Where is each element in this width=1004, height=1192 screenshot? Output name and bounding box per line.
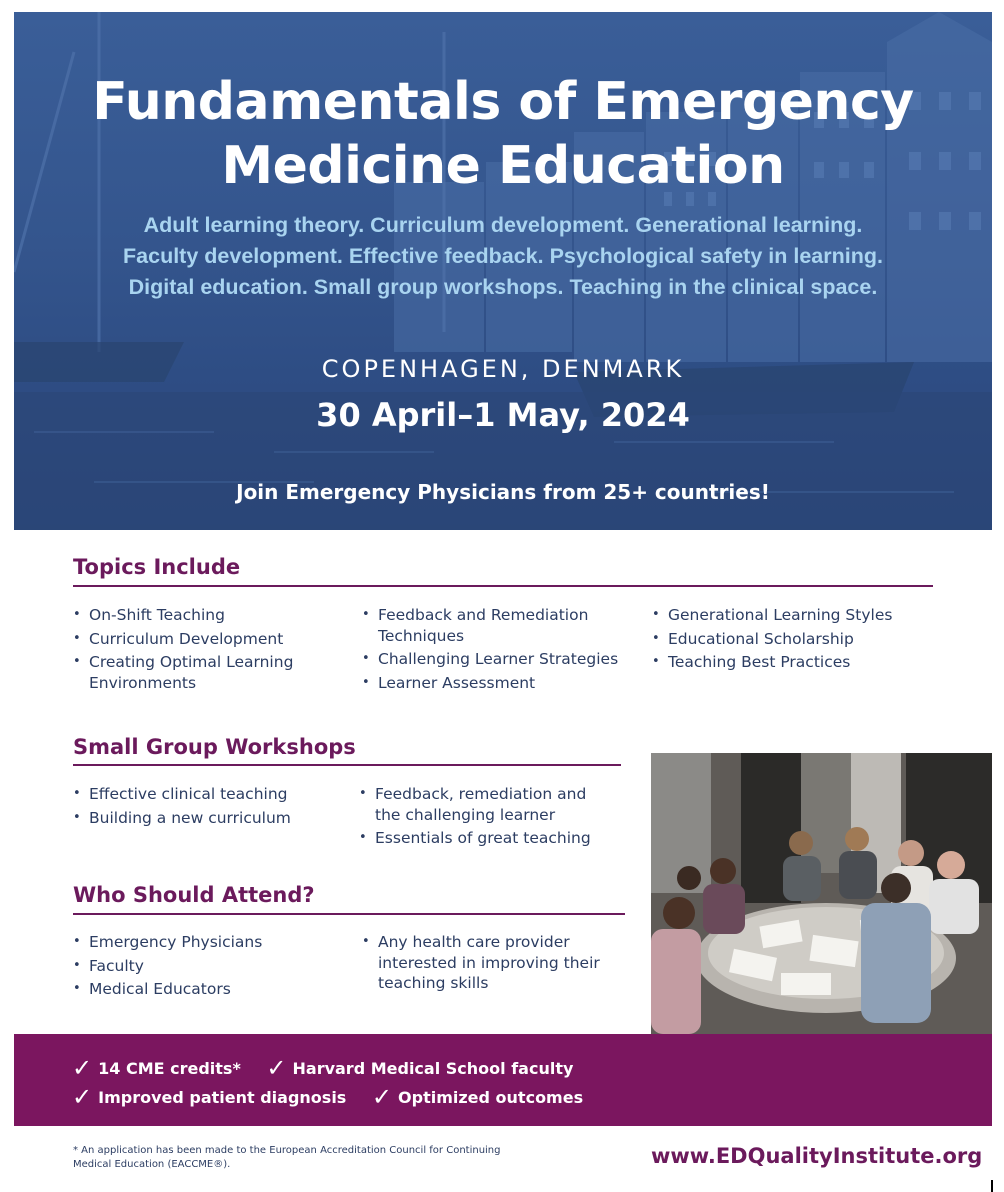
topics-divider — [73, 585, 933, 587]
list-item: • Building a new curriculum — [73, 808, 343, 829]
benefit-diagnosis: ✓ Improved patient diagnosis — [72, 1083, 347, 1111]
workshops-divider — [73, 764, 621, 766]
check-icon: ✓ — [72, 1083, 93, 1111]
benefit-cme: ✓ 14 CME credits* — [72, 1054, 241, 1082]
benefits-bar — [14, 1034, 992, 1126]
list-item: • Emergency Physicians — [73, 932, 343, 953]
workshops-heading: Small Group Workshops — [73, 735, 356, 759]
attend-list-col1 — [73, 932, 343, 1003]
list-item: • Challenging Learner Strategies — [362, 649, 637, 670]
attend-list-col2 — [362, 932, 612, 997]
benefits-row-1 — [72, 1054, 593, 1082]
hero-topic-summary — [14, 210, 992, 303]
topics-heading: Topics Include — [73, 555, 241, 579]
list-item: • Feedback and Remediation Techniques — [362, 605, 637, 646]
list-item: • Generational Learning Styles — [652, 605, 942, 626]
hero-topics-line2: Faculty development. Effective feedback. Psychological safety in learning. — [123, 244, 883, 268]
event-location: COPENHAGEN, DENMARK — [321, 355, 685, 383]
workshop-photo-illustration — [651, 753, 992, 1034]
list-item: • Feedback, remediation and the challenging learner — [359, 784, 614, 825]
workshop-photo — [651, 753, 992, 1034]
topics-list-col3 — [652, 605, 942, 676]
list-item: • Educational Scholarship — [652, 629, 942, 650]
list-item: • Faculty — [73, 956, 343, 977]
check-icon: ✓ — [72, 1054, 93, 1082]
list-item: • Curriculum Development — [73, 629, 333, 650]
benefits-row-2 — [72, 1083, 603, 1111]
hero-banner — [14, 12, 992, 530]
list-item: • Creating Optimal Learning Environments — [73, 652, 333, 693]
event-title — [14, 70, 992, 198]
website-link[interactable]: www.EDQualityInstitute.org — [651, 1144, 983, 1168]
workshops-list-col1 — [73, 784, 343, 831]
hero-topics-line3: Digital education. Small group workshops. Teaching in the clinical space. — [128, 275, 878, 299]
attend-divider — [73, 913, 625, 915]
list-item: • On-Shift Teaching — [73, 605, 333, 626]
event-title-line1: Fundamentals of Emergency — [92, 72, 914, 132]
list-item: • Teaching Best Practices — [652, 652, 942, 673]
benefit-faculty: ✓ Harvard Medical School faculty — [266, 1054, 574, 1082]
workshops-list-col2 — [359, 784, 614, 852]
check-icon: ✓ — [266, 1054, 287, 1082]
join-tagline: Join Emergency Physicians from 25+ countries! — [236, 480, 770, 504]
list-item: • Any health care provider interested in improving their teaching skills — [362, 932, 612, 994]
event-date: 30 April–1 May, 2024 — [316, 396, 690, 434]
check-icon: ✓ — [371, 1083, 393, 1111]
topics-list-col1 — [73, 605, 333, 696]
hero-topics-line1: Adult learning theory. Curriculum development. Generational learning. — [143, 213, 863, 237]
list-item: • Effective clinical teaching — [73, 784, 343, 805]
benefit-outcomes: ✓ Optimized outcomes — [371, 1083, 584, 1111]
corner-mark — [991, 1180, 993, 1192]
list-item: • Learner Assessment — [362, 673, 637, 694]
attend-heading: Who Should Attend? — [73, 883, 315, 907]
topics-list-col2 — [362, 605, 637, 696]
list-item: • Medical Educators — [73, 979, 343, 1000]
accreditation-footnote: * An application has been made to the European Accreditation Council for Continuing Medical Education (EACCME®). — [73, 1145, 501, 1170]
event-title-line2: Medicine Education — [221, 136, 785, 196]
list-item: • Essentials of great teaching — [359, 828, 614, 849]
